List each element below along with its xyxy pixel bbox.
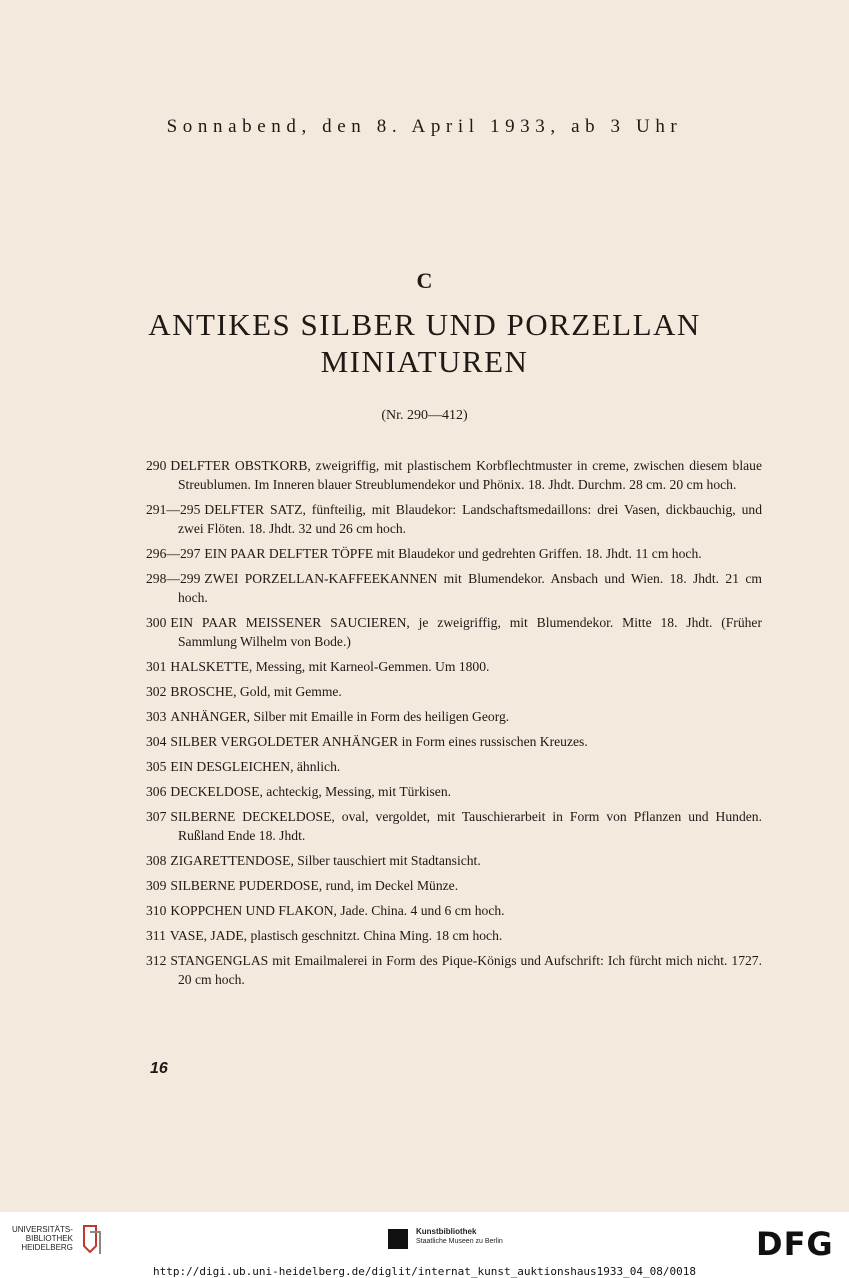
lot-entry	[146, 951, 762, 989]
dfg-logo[interactable]: DFG	[756, 1225, 834, 1263]
lot-description: HALSKETTE, Messing, mit Karneol-Gemmen. Um 1800.	[170, 659, 490, 674]
lot-number: 290	[146, 458, 167, 473]
lot-description: ANHÄNGER, Silber mit Emaille in Form des heiligen Georg.	[170, 709, 510, 724]
lot-entry	[146, 782, 762, 801]
lot-number: 306	[146, 784, 167, 799]
lot-number: 291—295	[146, 502, 201, 517]
lot-entry	[146, 456, 762, 494]
page-number: 16	[150, 1060, 168, 1077]
lot-description: DELFTER OBSTKORB, zweigriffig, mit plastischem Korbflechtmuster in creme, zwischen diesem blaue Streublumen. Im Inneren blauer Streublumendekor und Phönix. 18. Jhdt. Durchm. 28 cm. 20 cm hoch.	[170, 458, 762, 492]
university-mark-icon	[82, 1224, 102, 1258]
lot-description: STANGENGLAS mit Emailmalerei in Form des Pique-Königs und Aufschrift: Ich fürcht mich nicht. 1727. 20 cm hoch.	[170, 953, 762, 987]
lot-description: EIN DESGLEICHEN, ähnlich.	[170, 759, 341, 774]
lot-description: VASE, JADE, plastisch geschnitzt. China Ming. 18 cm hoch.	[169, 928, 503, 943]
lot-description: EIN PAAR DELFTER TÖPFE mit Blaudekor und gedrehten Griffen. 18. Jhdt. 11 cm hoch.	[204, 546, 702, 561]
lot-description: SILBERNE PUDERDOSE, rund, im Deckel Münze.	[170, 878, 459, 893]
uni-logo-line1: UNIVERSITÄTS-	[12, 1225, 73, 1234]
section-letter: C	[416, 268, 433, 293]
lot-number: 305	[146, 759, 167, 774]
university-library-logo[interactable]	[12, 1225, 73, 1252]
lot-entry	[146, 926, 762, 945]
viewer-footer	[0, 1212, 849, 1277]
lot-description: ZIGARETTENDOSE, Silber tauschiert mit Stadtansicht.	[170, 853, 481, 868]
kb-logo-line1: Kunstbibliothek	[416, 1227, 477, 1236]
lot-description: KOPPCHEN UND FLAKON, Jade. China. 4 und 6 cm hoch.	[170, 903, 505, 918]
lot-description: SILBERNE DECKELDOSE, oval, vergoldet, mit Tauschierarbeit in Form von Pflanzen und Hunden. Rußland Ende 18. Jhdt.	[170, 809, 762, 843]
lot-entry	[146, 876, 762, 895]
date-heading: Sonnabend, den 8. April 1933, ab 3 Uhr	[166, 116, 683, 137]
lot-number: 307	[146, 809, 167, 824]
lot-number: 312	[146, 953, 167, 968]
lot-entry	[146, 901, 762, 920]
lot-entry	[146, 500, 762, 538]
source-url-link[interactable]: http://digi.ub.uni-heidelberg.de/diglit/internat_kunst_auktionshaus1933_04_08/0018	[152, 1265, 697, 1278]
lot-entry	[146, 544, 762, 563]
lot-description: DELFTER SATZ, fünfteilig, mit Blaudekor: Landschaftsmedaillons: drei Vasen, dickbauchig, und zwei Flöten. 18. Jhdt. 32 und 26 cm hoch.	[178, 502, 762, 536]
lot-number: 304	[146, 734, 167, 749]
section-title-line2: MINIATUREN	[320, 344, 529, 379]
lot-entry	[146, 657, 762, 676]
lot-entry	[146, 732, 762, 751]
lot-number: 310	[146, 903, 167, 918]
lot-description: DECKELDOSE, achteckig, Messing, mit Türkisen.	[170, 784, 452, 799]
lot-number: 302	[146, 684, 167, 699]
lot-number: 311	[146, 928, 166, 943]
lot-entry	[146, 613, 762, 651]
uni-logo-line2: BIBLIOTHEK	[25, 1234, 73, 1243]
lot-number: 298—299	[146, 571, 201, 586]
lot-description: SILBER VERGOLDETER ANHÄNGER in Form eines russischen Kreuzes.	[170, 734, 588, 749]
kb-logo-line2: Staatliche Museen zu Berlin	[416, 1238, 503, 1245]
lot-entry	[146, 707, 762, 726]
lot-description: BROSCHE, Gold, mit Gemme.	[170, 684, 342, 699]
lot-number: 300	[146, 615, 167, 630]
lot-entry	[146, 682, 762, 701]
lot-number: 309	[146, 878, 167, 893]
lot-list	[146, 456, 762, 995]
lot-range: (Nr. 290—412)	[381, 408, 468, 423]
lot-entry	[146, 851, 762, 870]
lot-description: ZWEI PORZELLAN-KAFFEEKANNEN mit Blumendekor. Ansbach und Wien. 18. Jhdt. 21 cm hoch.	[178, 571, 762, 605]
lot-description: EIN PAAR MEISSENER SAUCIEREN, je zweigriffig, mit Blumendekor. Mitte 18. Jhdt. (Früher Sammlung Wilhelm von Bode.)	[170, 615, 762, 649]
uni-logo-line3: HEIDELBERG	[21, 1243, 73, 1252]
lot-number: 303	[146, 709, 167, 724]
lot-entry	[146, 569, 762, 607]
kunstbibliothek-mark-icon	[388, 1229, 408, 1249]
lot-number: 308	[146, 853, 167, 868]
lot-entry	[146, 757, 762, 776]
lot-number: 296—297	[146, 546, 201, 561]
lot-entry	[146, 807, 762, 845]
section-title-line1: ANTIKES SILBER UND PORZELLAN	[148, 307, 701, 342]
lot-number: 301	[146, 659, 167, 674]
